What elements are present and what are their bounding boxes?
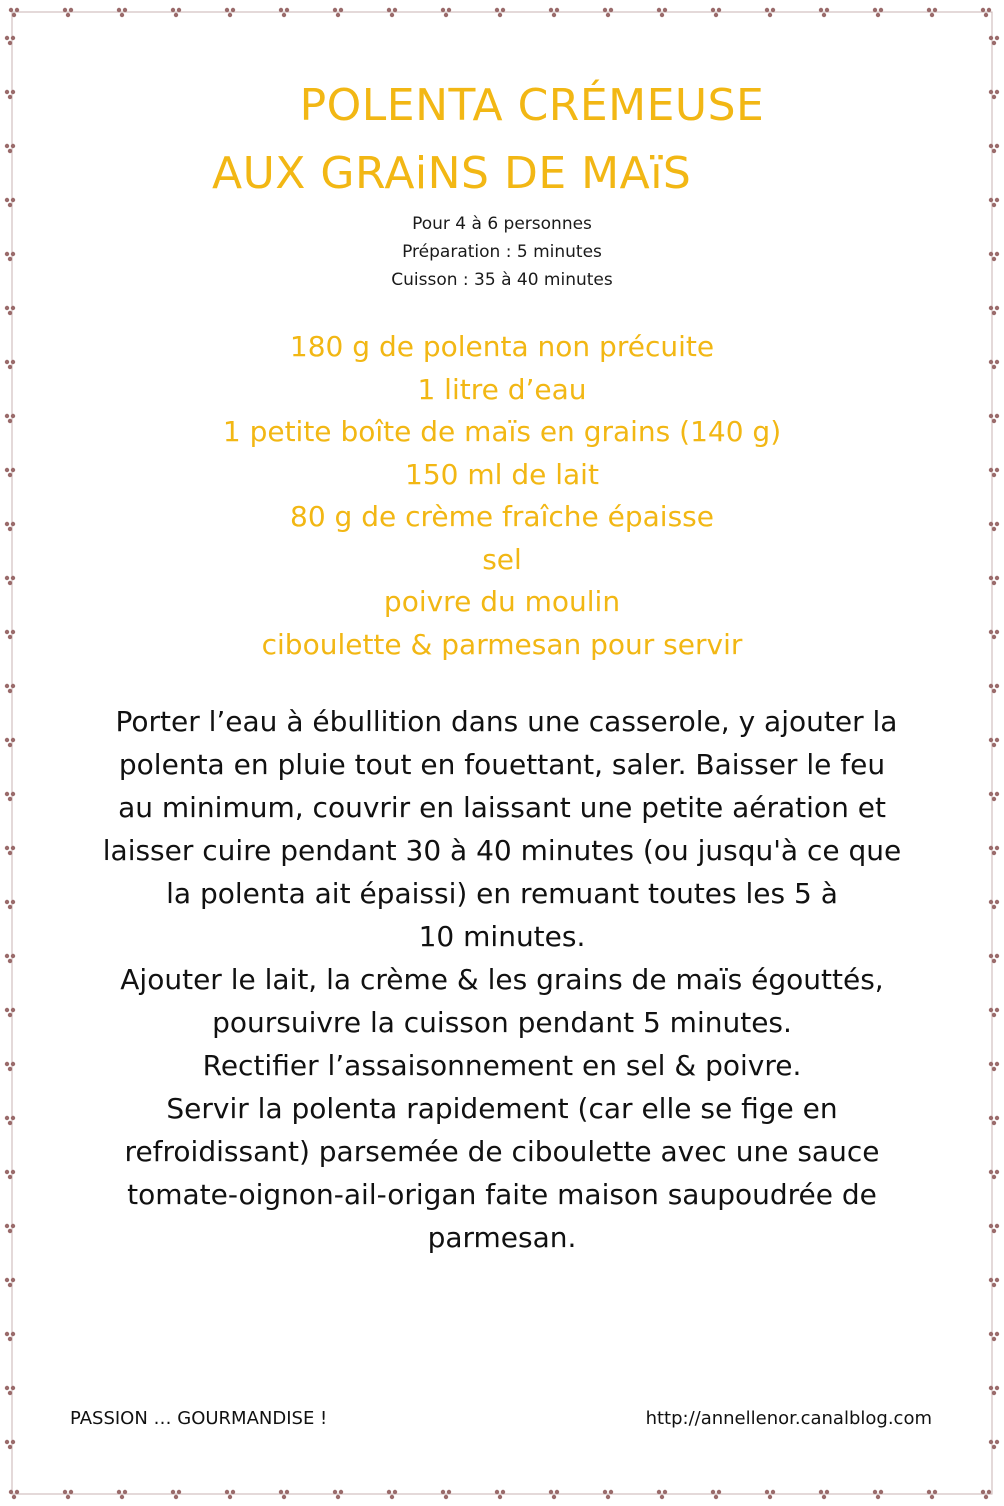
flower-ornament-icon	[225, 1490, 235, 1499]
instruction-line: au minimum, couvrir en laissant une petite aération et	[118, 791, 886, 824]
flower-ornament-icon	[989, 1332, 999, 1341]
flower-ornament-icon	[989, 684, 999, 693]
flower-ornament-icon	[495, 1490, 505, 1499]
flower-ornament-icon	[549, 1490, 559, 1499]
ingredient-list	[0, 326, 1004, 666]
flower-ornament-icon	[873, 1490, 883, 1499]
flower-ornament-icon	[5, 36, 15, 45]
instruction-line: laisser cuire pendant 30 à 40 minutes (ou jusqu'à ce que	[102, 834, 902, 867]
flower-ornament-icon	[989, 1278, 999, 1287]
servings-text: Pour 4 à 6 personnes	[412, 214, 592, 234]
flower-ornament-icon	[5, 1278, 15, 1287]
flower-ornament-icon	[333, 1490, 343, 1499]
ingredient-item: 150 ml de lait	[405, 457, 599, 491]
flower-ornament-icon	[711, 1490, 721, 1499]
flower-ornament-icon	[63, 8, 73, 17]
instruction-line: polenta en pluie tout en fouettant, saler. Baisser le feu	[118, 748, 886, 781]
flower-ornament-icon	[441, 1490, 451, 1499]
flower-ornament-icon	[5, 306, 15, 315]
recipe-title-line-1: POLENTA CRÉMEUSE	[299, 80, 765, 131]
flower-ornament-icon	[279, 8, 289, 17]
flower-ornament-icon	[819, 8, 829, 17]
ingredient-item: 180 g de polenta non précuite	[289, 330, 715, 363]
instruction-line: Porter l’eau à ébullition dans une casserole, y ajouter la	[106, 705, 898, 738]
flower-ornament-icon	[765, 8, 775, 17]
instruction-line: la polenta ait épaissi) en remuant toutes les 5 à	[166, 877, 838, 910]
instruction-line: Rectifier l’assaisonnement en sel & poivre.	[202, 1049, 802, 1082]
instruction-line: Ajouter le lait, la crème & les grains de maïs égouttés,	[120, 963, 884, 996]
flower-ornament-icon	[819, 1490, 829, 1499]
flower-ornament-icon	[441, 8, 451, 17]
flower-ornament-icon	[5, 684, 15, 693]
flower-ornament-icon	[225, 8, 235, 17]
flower-ornament-icon	[873, 8, 883, 17]
ingredient-item: poivre du moulin	[383, 585, 621, 618]
instruction-line: refroidissant) parsemée de ciboulette avec une sauce	[124, 1135, 880, 1168]
flower-ornament-icon	[495, 8, 505, 17]
flower-ornament-icon	[711, 8, 721, 17]
instruction-line: parmesan.	[427, 1221, 577, 1254]
flower-ornament-icon	[989, 1386, 999, 1395]
ingredient-item: 1 petite boîte de maïs en grains (140 g)	[222, 415, 782, 448]
instruction-line: poursuivre la cuisson pendant 5 minutes.	[212, 1006, 792, 1039]
flower-ornament-icon	[989, 198, 999, 207]
flower-ornament-icon	[5, 144, 15, 153]
flower-ornament-icon	[989, 1440, 999, 1449]
flower-ornament-icon	[387, 1490, 397, 1499]
ingredient-item: ciboulette & parmesan pour servir	[261, 627, 743, 661]
footer-blog-url: http://annellenor.canalblog.com	[645, 1408, 932, 1429]
flower-ornament-icon	[63, 1490, 73, 1499]
flower-ornament-icon	[279, 1490, 289, 1499]
cooking-time-text: Cuisson : 35 à 40 minutes	[391, 270, 613, 290]
preparation-time-text: Préparation : 5 minutes	[402, 242, 602, 262]
flower-ornament-icon	[657, 1490, 667, 1499]
flower-ornament-icon	[603, 1490, 613, 1499]
instruction-line: 10 minutes.	[418, 920, 586, 953]
flower-ornament-icon	[657, 8, 667, 17]
flower-ornament-icon	[387, 8, 397, 17]
flower-ornament-icon	[603, 8, 613, 17]
flower-ornament-icon	[171, 1490, 181, 1499]
footer-tagline: PASSION … GOURMANDISE !	[70, 1408, 328, 1429]
flower-ornament-icon	[117, 8, 127, 17]
flower-ornament-icon	[171, 8, 181, 17]
flower-ornament-icon	[333, 8, 343, 17]
instruction-line: tomate-oignon-ail-origan faite maison saupoudrée de	[127, 1178, 877, 1211]
instruction-line: Servir la polenta rapidement (car elle se fige en	[166, 1092, 838, 1125]
instructions-text	[0, 700, 1004, 1259]
ingredient-item: 1 litre d’eau	[417, 372, 587, 406]
flower-ornament-icon	[981, 8, 991, 17]
flower-ornament-icon	[9, 8, 19, 17]
recipe-title-line-2: AUX GRAiNS DE MAïS	[212, 148, 692, 199]
flower-ornament-icon	[5, 1440, 15, 1449]
flower-ornament-icon	[549, 8, 559, 17]
flower-ornament-icon	[989, 144, 999, 153]
flower-ornament-icon	[5, 198, 15, 207]
flower-ornament-icon	[117, 1490, 127, 1499]
flower-ornament-icon	[989, 36, 999, 45]
flower-ornament-icon	[765, 1490, 775, 1499]
flower-ornament-icon	[927, 8, 937, 17]
flower-ornament-icon	[5, 1386, 15, 1395]
ingredient-item: sel	[482, 542, 522, 576]
flower-ornament-icon	[5, 1332, 15, 1341]
flower-ornament-icon	[9, 1490, 19, 1499]
ingredient-item: 80 g de crème fraîche épaisse	[290, 500, 714, 533]
recipe-meta	[0, 210, 1004, 294]
flower-ornament-icon	[989, 306, 999, 315]
flower-ornament-icon	[981, 1490, 991, 1499]
flower-ornament-icon	[927, 1490, 937, 1499]
